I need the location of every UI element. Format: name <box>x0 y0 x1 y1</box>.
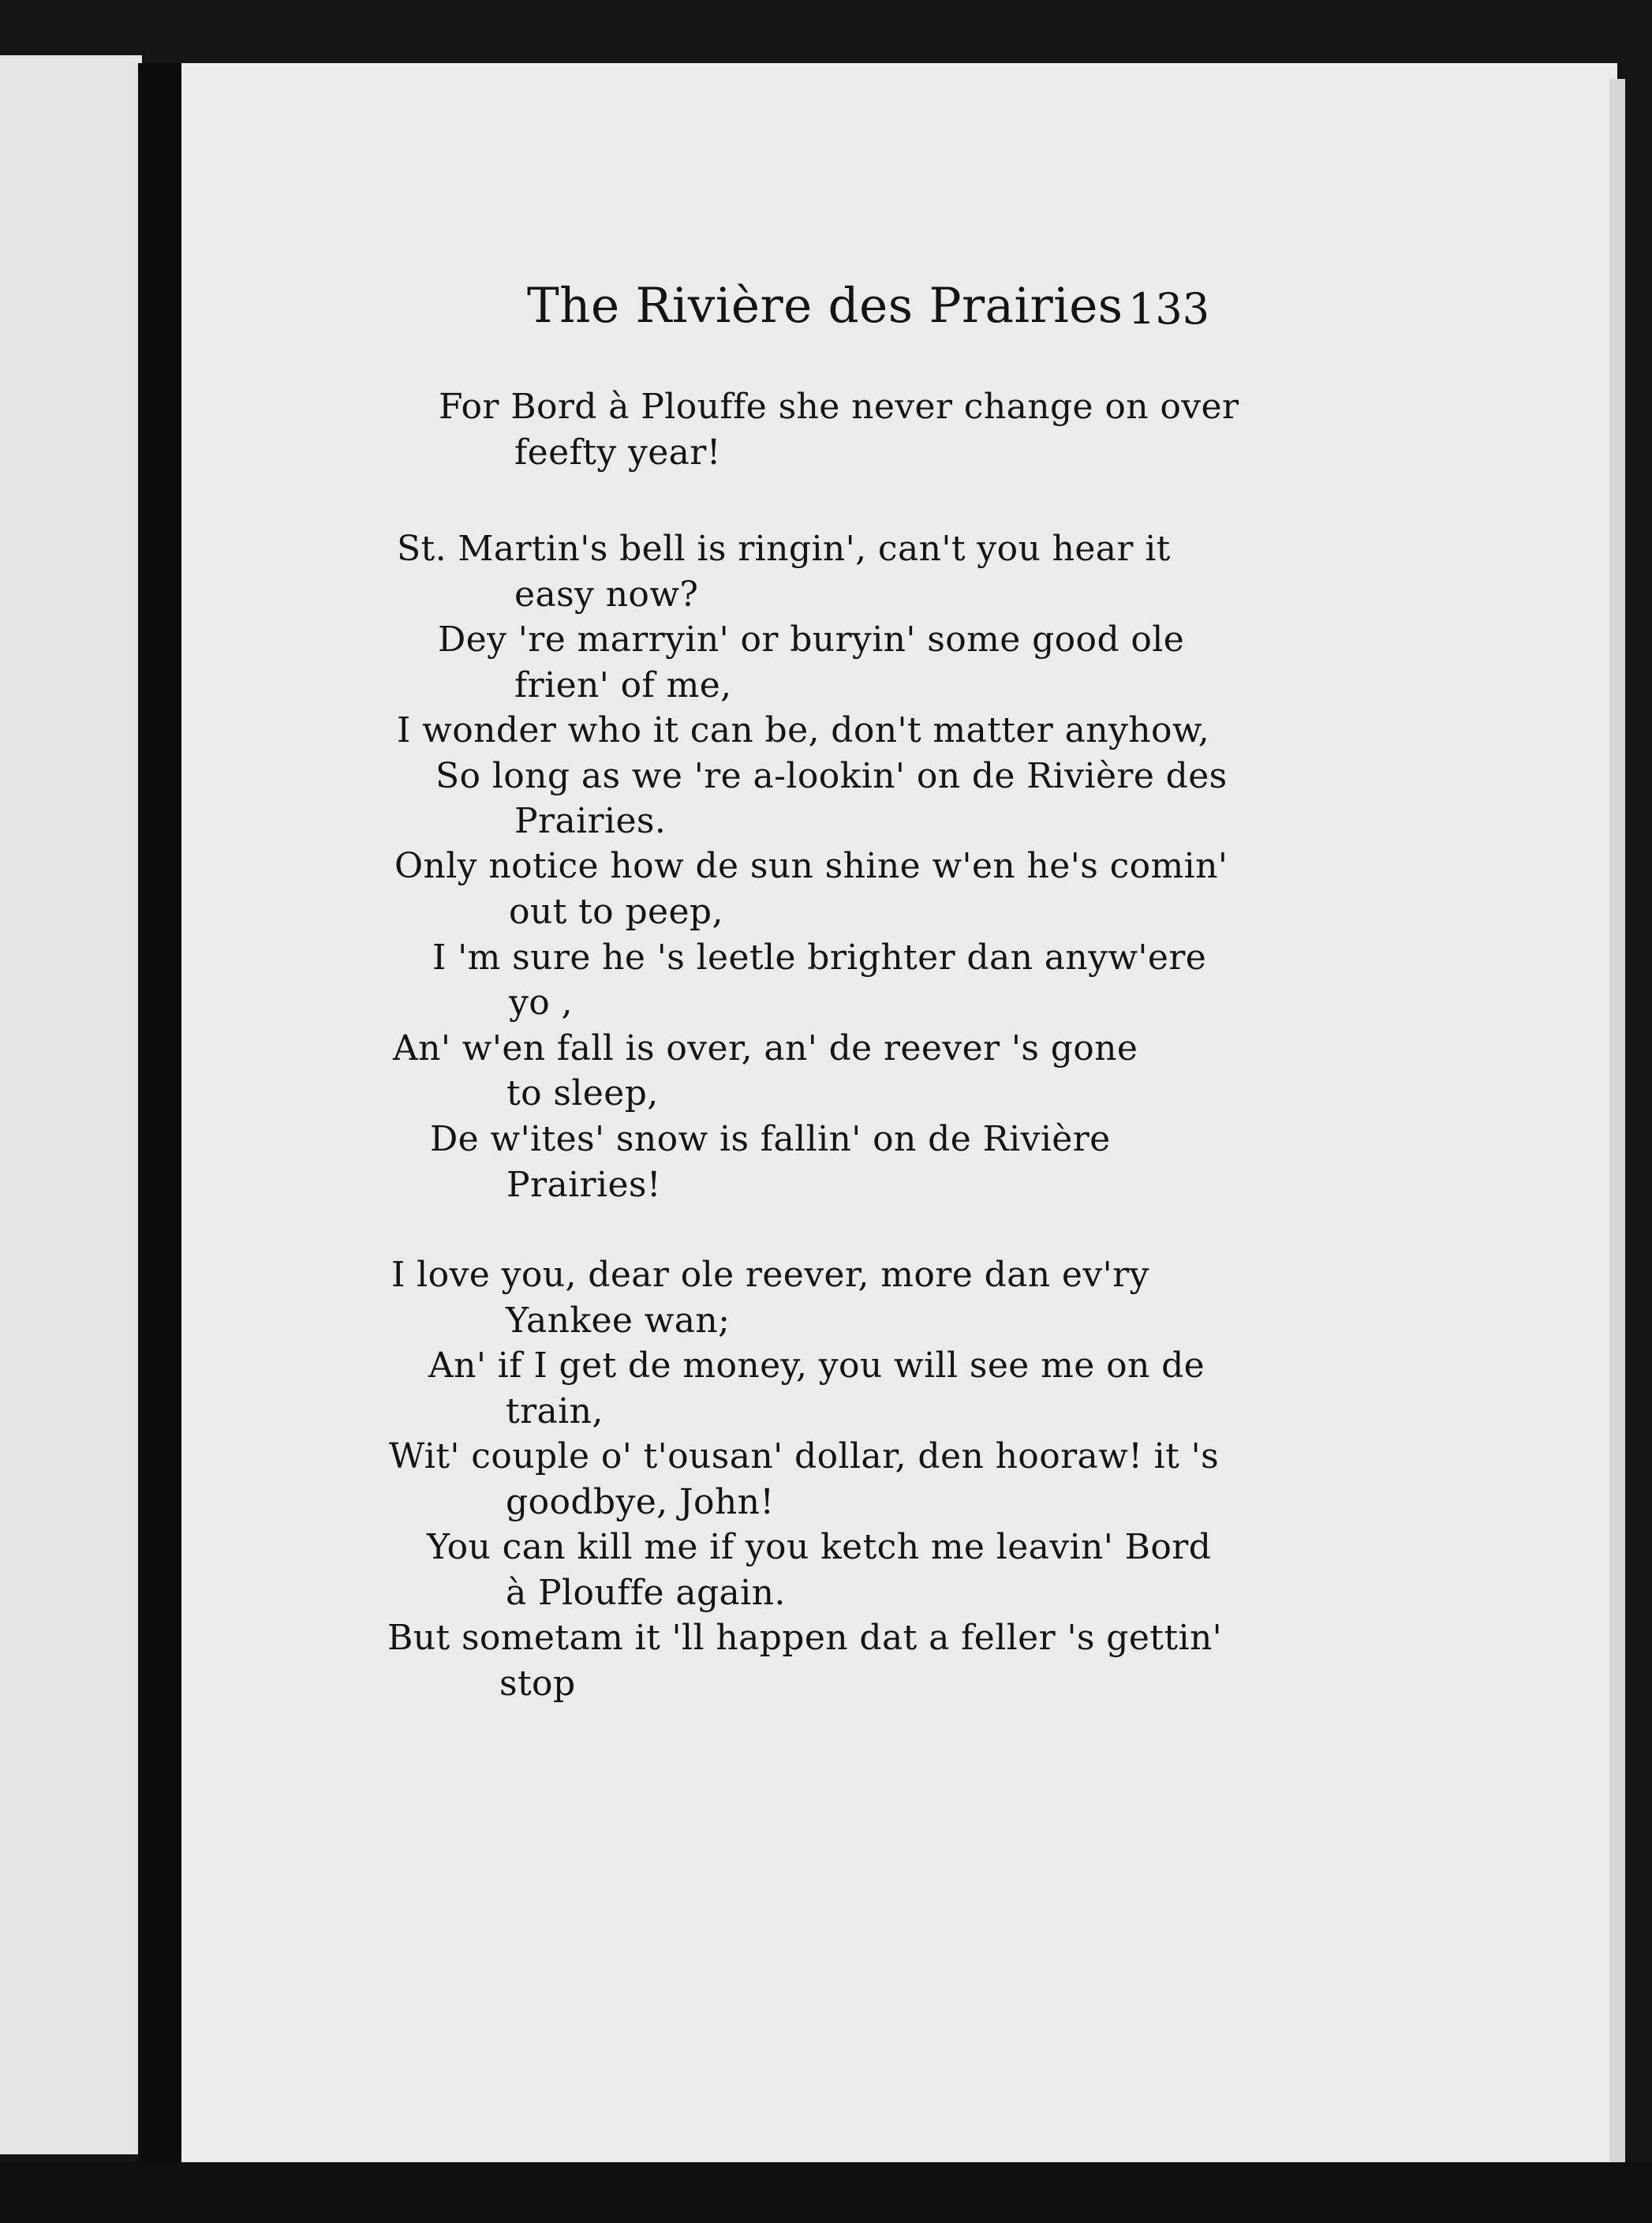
verse-line: De w'ites' snow is fallin' on de Rivière <box>430 1119 1111 1159</box>
verse-line: I wonder who it can be, don't matter anyhow, <box>397 710 1210 750</box>
verse-line: yo , <box>509 982 573 1023</box>
verse-line: I love you, dear ole reever, more dan ev'ry <box>391 1255 1149 1295</box>
running-title: The Rivière des Prairies <box>527 278 1123 334</box>
verse-line: An' if I get de money, you will see me on de <box>428 1345 1205 1386</box>
verse-line: stop <box>499 1664 576 1704</box>
verse-line: So long as we 're a-lookin' on de Rivière des <box>435 756 1228 796</box>
verse-line: I 'm sure he 's leetle brighter dan anyw'ere <box>432 937 1207 978</box>
verse-line: goodbye, John! <box>506 1482 775 1522</box>
verse-line: easy now? <box>514 574 699 615</box>
verse-line: Prairies! <box>506 1165 661 1205</box>
verse-line: But sometam it 'll happen dat a feller 's gettin' <box>387 1618 1223 1658</box>
verse-line: to sleep, <box>506 1073 659 1113</box>
verse-line: Only notice how de sun shine w'en he's comin' <box>394 846 1228 886</box>
verse-line: Yankee wan; <box>506 1300 731 1341</box>
verse-line: St. Martin's bell is ringin', can't you hear it <box>397 529 1171 569</box>
page-number: 133 <box>1128 284 1210 334</box>
verse-line: out to peep, <box>509 892 723 932</box>
verse-line: An' w'en fall is over, an' de reever 's gone <box>393 1028 1138 1068</box>
verse-line: train, <box>506 1391 604 1431</box>
verse-line: For Bord à Plouffe she never change on over <box>439 387 1239 427</box>
verse-line: Wit' couple o' t'ousan' dollar, den hooraw! it 's <box>389 1436 1220 1476</box>
verse-line: à Plouffe again. <box>506 1573 786 1613</box>
verse-line: Prairies. <box>514 801 667 841</box>
verse-line: You can kill me if you ketch me leavin' Bord <box>427 1527 1212 1567</box>
verse-line: feefty year! <box>514 432 721 473</box>
verse-line: frien' of me, <box>514 665 732 705</box>
verse-line: Dey 're marryin' or buryin' some good ole <box>438 619 1185 660</box>
